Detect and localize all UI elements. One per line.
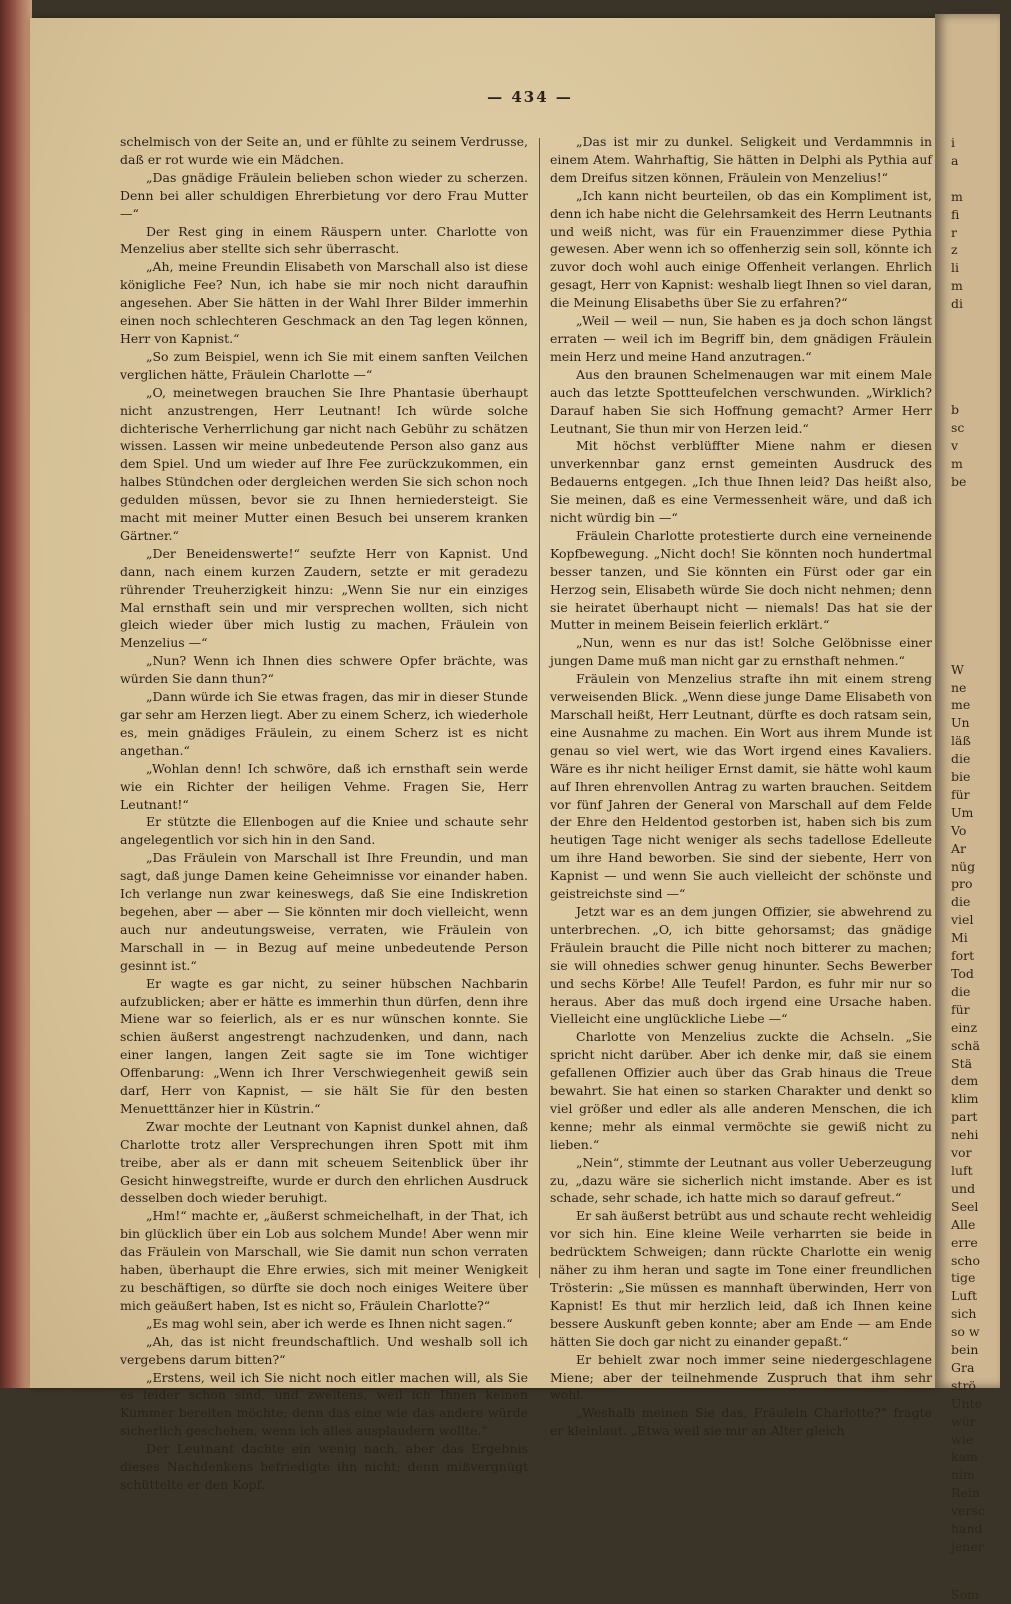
left-column-paragraph: Zwar mochte der Leutnant von Kapnist dunkel ahnen, daß Charlotte trotz aller Versprechungen ihren Spott mit ihm treibe, aber als er dann mit scheuem Seitenblick über ihr Gesicht hinwegstreifte, wurde er durch den ehrlichen Ausdruck desselben doch wieder beruhigt.: [120, 1118, 528, 1206]
left-column-paragraph: „Hm!“ machte er, „äußerst schmeichelhaft, in der That, ich bin glücklich über ein Lob aus solchem Munde! Aber wenn mir das Fräulein von Marschall, wie Sie damit nun schon verraten haben, überhaupt die Ehre erwies, sich mit meiner Wenigkeit zu beschäftigen, so dürfte sie doch noch einiges Weitere über mich geäußert haben, Ist es nicht so, Fräulein Charlotte?“: [120, 1208, 528, 1313]
next-page-fragment: m: [951, 188, 963, 204]
left-column-paragraph: „Das gnädige Fräulein belieben schon wieder zu scherzen. Denn bei aller schuldigen Ehrerbietung vor dero Frau Mutter —“: [120, 169, 528, 221]
next-page-fragment: nim: [951, 1467, 975, 1483]
page-number: — 434 —: [487, 88, 573, 106]
right-column-paragraph: Jetzt war es an dem jungen Offizier, sie abwehrend zu unterbrechen. „O, ich bitte gehorsamst; das gnädige Fräulein braucht die Pille nicht noch bitterer zu machen; sie will ohnedies schwer genug hinunter. Sechs Bewerber und sechs Körbe! Alle Teufel! Pardon, es fuhr mir nur so heraus. Aber das muß doch irgend eine Ursache haben. Vielleicht eine unglückliche Liebe —“: [550, 903, 932, 1027]
next-page-fragment: erre: [951, 1234, 978, 1250]
next-page-fragment: Ar: [951, 840, 967, 856]
next-page-fragment: läß: [951, 733, 971, 749]
next-page-fragment: für: [951, 1001, 970, 1017]
next-page-fragment: a: [951, 152, 959, 168]
next-page-fragment: strö: [951, 1377, 976, 1393]
right-column-paragraph: „Ich kann nicht beurteilen, ob das ein Kompliment ist, denn ich habe nicht die Gelehrsamkeit des Herrn Leutnants und weiß nicht, was für ein Frauenzimmer diese Pythia gewesen. Aber wenn ich so offenherzig sein soll, könnte ich zuvor doch wohl auch einige Offenheit verlangen. Ehrlich gesagt, Herr von Kapnist: weshalb liegt Ihnen so viel daran, die Meinung Elisabeths über Sie zu erfahren?“: [550, 187, 932, 311]
next-page-fragment: fort: [951, 948, 975, 964]
next-page-fragment: fi: [951, 206, 960, 222]
next-page-fragment: z: [951, 242, 958, 258]
next-page-fragment: tige: [951, 1270, 976, 1286]
next-page-fragment: nüg: [951, 858, 976, 874]
next-page-fragment: Som: [951, 1586, 979, 1602]
next-page-fragment: Tod: [951, 966, 974, 981]
right-column-paragraph: Mit höchst verblüffter Miene nahm er diesen unverkennbar ganz ernst gemeinten Ausdruck des Bedauerns entgegen. „Ich thue Ihnen leid? Das heißt also, Sie meinen, daß es eine Vermessenheit wäre, und daß ich nicht würdig bin —“: [550, 438, 932, 526]
next-page-fragment: r: [951, 224, 957, 240]
next-page-fragment: bie: [951, 769, 971, 785]
next-page-fragment: schä: [951, 1037, 980, 1053]
right-column-paragraph: Charlotte von Menzelius zuckte die Achseln. „Sie spricht nicht darüber. Aber ich denke mir, daß sie einem gefallenen Offizier auch über das Grab hinaus die Treue bewahrt. Sie hat einen so starken Charakter und denkt so viel größer und edler als alle anderen Menschen, die ich kenne; mehr als einmal vermöchte sie gewiß nicht zu lieben.“: [550, 1029, 932, 1152]
right-column-paragraph: Er behielt zwar noch immer seine niedergeschlagene Miene; aber der teilnehmende Zuspruch that ihm sehr wohl.: [550, 1351, 932, 1403]
next-page-fragment: ne: [951, 679, 967, 695]
next-page-fragment: [951, 170, 1011, 188]
right-column-paragraph: „Das ist mir zu dunkel. Seligkeit und Verdammnis in einem Atem. Wahrhaftig, Sie hätten in Delphi als Pythia auf dem Dreifus sitzen können, Fräulein von Menzelius!“: [550, 134, 932, 185]
next-page-fragment: Alle: [951, 1216, 976, 1232]
next-page-fragment: W: [951, 661, 964, 677]
next-page-edge: [935, 14, 1000, 1602]
next-page-fragment: sc: [951, 419, 965, 435]
next-page-fragment: für: [951, 786, 970, 802]
next-page-fragment: die: [951, 983, 971, 999]
next-page-fragment: und: [951, 1180, 976, 1196]
next-page-fragment: Unte: [951, 1395, 983, 1411]
left-column-paragraph: „Wohlan denn! Ich schwöre, daß ich ernsthaft sein werde wie ein Richter der heiligen Vehme. Fragen Sie, Herr Leutnant!“: [120, 760, 528, 812]
left-column-paragraph: „Ah, meine Freundin Elisabeth von Marschall also ist diese königliche Fee? Nun, ich habe sie mir noch nicht daraufhin angesehen. Aber Sie hätten in der Wahl Ihrer Bilder immerhin einen noch schlechteren Geschmack an den Tag legen können, Herr von Kapnist.“: [120, 259, 528, 346]
right-column-paragraph: „Weshalb meinen Sie das, Fräulein Charlotte?“ fragte er kleinlaut. „Etwa weil sie mir an Alter gleich: [550, 1405, 932, 1439]
next-page-fragment: nehi: [951, 1127, 979, 1143]
right-column-paragraph: Fräulein Charlotte protestierte durch eine verneinende Kopfbewegung. „Nicht doch! Sie könnten noch hundertmal besser tanzen, und Sie könnten ein Fürst oder gar ein Herzog sein, Elisabeth würde Sie doch nicht nehmen; denn sie heiratet überhaupt nicht — niemals! Das hat sie der Mutter in meinem Beisein feierlich erklärt.“: [550, 527, 932, 633]
next-page-fragment: kam: [951, 1449, 978, 1465]
next-page-fragment: part: [951, 1109, 978, 1125]
right-column-paragraph: Fräulein von Menzelius strafte ihn mit einem streng verweisenden Blick. „Wenn diese junge Dame Elisabeth von Marschall heißt, Herr Leutnant, dürfte es doch ratsam sein, eine Ausnahme zu machen. Ein Wort aus ihrem Munde ist genau so viel wert, wie das Wort irgend eines Kavaliers. Wäre es ihr nicht heiliger Ernst damit, sie hätte wohl kaum auf Ihren ehrenvollen Antrag zu warten brauchen. Seitdem vor fünf Jahren der General von Marschall auf dem Felde der Ehre den Heldentod gestorben ist, haben sich bis zum heutigen Tage nicht weniger als sechs tadellose Edelleute um ihre Hand beworben. Sie sind der siebente, Herr von Kapnist — und wenn Sie auch vielleicht der schönste und geistreichste sind —“: [550, 671, 932, 902]
left-column: [120, 133, 528, 1494]
next-page-fragment: Un: [951, 715, 970, 731]
next-page-fragment: jener: [951, 1539, 984, 1554]
next-page-fragment: klim: [951, 1091, 979, 1107]
next-page-fragment: die: [951, 894, 971, 910]
right-column-paragraph: Aus den braunen Schelmenaugen war mit einem Male auch das letzte Spottteufelchen verschwunden. „Wirklich? Darauf haben Sie sich Hoffnung gemacht? Armer Herr Leutnant, Sie thun mir von Herzen leid.“: [550, 366, 932, 436]
next-page-fragment: Mi: [951, 930, 968, 946]
next-page-fragment: di: [951, 296, 963, 312]
next-page-fragments: [951, 134, 1011, 1604]
right-column-paragraph: Er sah äußerst betrübt aus und schaute recht wehleidig vor sich hin. Eine kleine Weile verharrten sie beide in bedrücktem Schweigen; dann rückte Charlotte ein wenig näher zu ihm heran und sagte im Tone einer freundlichen Trösterin: „Sie müssen es mannhaft überwinden, Herr von Kapnist! Es thut mir herzlich leid, daß ich Ihnen keine bessere Auskunft geben konnte; aber am Ende — am Ende hätten Sie doch gar nicht zu einander gepaßt.“: [550, 1208, 932, 1349]
left-column-paragraph: „Nun? Wenn ich Ihnen dies schwere Opfer brächte, was würden Sie dann thun?“: [120, 653, 528, 687]
right-column: [550, 133, 932, 1440]
left-column-paragraph: „Der Beneidenswerte!“ seufzte Herr von Kapnist. Und dann, nach einem kurzen Zaudern, setzte er mit geradezu rührender Treuherzigkeit hinzu: „Wenn Sie nur ein einziges Mal ernsthaft sein und mir versprechen wollten, sich nicht gleich wieder über mich lustig zu machen, Fräulein von Menzelius —“: [120, 545, 528, 651]
next-page-fragment: hand: [951, 1521, 983, 1537]
column-divider: [539, 138, 540, 1278]
next-page-fragment: sich: [951, 1306, 977, 1322]
next-page-fragment: Luft: [951, 1288, 978, 1304]
next-page-fragment: li: [951, 260, 959, 276]
next-page-fragment: m: [951, 278, 963, 294]
next-page-fragment: versc: [951, 1503, 985, 1519]
left-column-paragraph: „Dann würde ich Sie etwas fragen, das mir in dieser Stunde gar sehr am Herzen liegt. Aber zu einem Scherz, ich wiederhole es, mein gnädiges Fräulein, zu einem Scherz ist es nicht angethan.“: [120, 689, 528, 758]
next-page-fragment: vor: [951, 1145, 972, 1161]
next-page-fragment: v: [951, 437, 959, 453]
next-page-fragment: scho: [951, 1252, 980, 1268]
left-column-paragraph: Der Rest ging in einem Räuspern unter. Charlotte von Menzelius aber stellte sich sehr überrascht.: [120, 223, 528, 257]
next-page-fragment: me: [951, 697, 971, 713]
left-column-paragraph: „O, meinetwegen brauchen Sie Ihre Phantasie überhaupt nicht anzustrengen, Herr Leutnant! Ich würde solche dichterische Verherrlichung gar nicht nach Gebühr zu schätzen wissen. Lassen wir meine unbedeutende Person also ganz aus dem Spiel. Und um wieder auf Ihre Fee zurückzukommen, ein halbes Stündchen oder dergleichen werden Sie sich schon noch gedulden müssen, bevor sie zu Ihnen herniedersteigt. Sie macht mit meiner Mutter einen Besuch bei unserem kranken Gärtner.“: [120, 384, 528, 543]
left-column-paragraph: „Erstens, weil ich Sie nicht noch eitler machen will, als Sie es leider schon sind, und zweitens, weil ich Ihnen keinen Kummer bereiten möchte; denn das eine wie das andere würde sicherlich geschehen, wenn ich alles ausplaudern wollte.“: [120, 1369, 528, 1439]
next-page-fragment: die: [951, 751, 971, 767]
right-column-paragraph: „Nun, wenn es nur das ist! Solche Gelöbnisse einer jungen Dame muß man nicht gar zu ernsthaft nehmen.“: [550, 635, 932, 669]
next-page-fragment: Seel: [951, 1198, 979, 1214]
left-column-paragraph: schelmisch von der Seite an, und er fühlte zu seinem Verdrusse, daß er rot wurde wie ein Mädchen.: [120, 134, 528, 167]
right-column-paragraph: „Weil — weil — nun, Sie haben es ja doch schon längst erraten — weil ich im Begriff bin, dem gnädigen Fräulein mein Herz und meine Hand anzutragen.“: [550, 313, 932, 364]
next-page-fragment: dem: [951, 1073, 979, 1089]
left-column-paragraph: „Ah, das ist nicht freundschaftlich. Und weshalb soll ich vergebens darum bitten?“: [120, 1333, 528, 1367]
left-column-paragraph: Der Leutnant dachte ein wenig nach, aber das Ergebnis dieses Nachdenkens befriedigte ihn nicht; denn mißvergnügt schüttelte er den Kopf.: [120, 1441, 528, 1492]
next-page-fragment: luft: [951, 1162, 973, 1178]
next-page-fragment: pro: [951, 876, 973, 892]
next-page-fragment: Gra: [951, 1359, 975, 1375]
left-column-paragraph: Er stützte die Ellenbogen auf die Kniee und schaute sehr angelegentlich vor sich hin in den Sand.: [120, 814, 528, 848]
next-page-fragment: Rein: [951, 1485, 980, 1501]
next-page-fragment: m: [951, 455, 963, 471]
next-page-fragment: Stä: [951, 1055, 973, 1071]
left-column-paragraph: „So zum Beispiel, wenn ich Sie mit einem sanften Veilchen verglichen hätte, Fräulein Charlotte —“: [120, 348, 528, 382]
next-page-fragment: wür: [951, 1413, 976, 1429]
book-spine: [0, 0, 32, 1388]
next-page-fragment: b: [951, 402, 960, 418]
next-page-fragment: viel: [951, 912, 974, 928]
next-page-fragment: bein: [951, 1342, 979, 1358]
left-column-paragraph: Er wagte es gar nicht, zu seiner hübschen Nachbarin aufzublicken; aber er hätte es immerhin thun dürfen, denn ihre Miene war so feierlich, als er es nur wünschen konnte. Sie schien äußerst angestrengt nachzudenken, und dann, nach einer langen, langen Zeit sagte sie im Tone wichtiger Offenbarung: „Wenn ich Ihrer Verschwiegenheit gewiß sein darf, Herr von Kapnist, — sie hält Sie für den besten Menuetttänzer hier in Küstrin.“: [120, 975, 528, 1116]
next-page-fragment: wie: [951, 1431, 974, 1447]
left-column-paragraph: „Es mag wohl sein, aber ich werde es Ihnen nicht sagen.“: [146, 1315, 513, 1331]
next-page-fragment: Vo: [951, 822, 967, 838]
book-page: [30, 18, 935, 1492]
right-column-paragraph: „Nein“, stimmte der Leutnant aus voller Ueberzeugung zu, „dazu wäre sie sicherlich nicht imstande. Aber es ist schade, sehr schade, ich hatte mich so darauf gefreut.“: [550, 1154, 932, 1206]
next-page-fragment: Um: [951, 804, 974, 820]
next-page-fragment: i: [951, 135, 955, 150]
next-page-fragment: be: [951, 473, 967, 489]
left-column-paragraph: „Das Fräulein von Marschall ist Ihre Freundin, und man sagt, daß junge Damen keine Geheimnisse vor einander haben. Ich verlange nun zwar keineswegs, daß Sie eine Indiskretion begehen, aber — aber — Sie könnten mir doch vielleicht, wenn auch nur andeutungsweise, verraten, wie Fräulein von Marschall in — in Bezug auf meine unbedeutende Person gesinnt ist.“: [120, 850, 528, 973]
next-page-fragment: so w: [951, 1324, 980, 1340]
next-page-fragment: einz: [951, 1019, 978, 1035]
